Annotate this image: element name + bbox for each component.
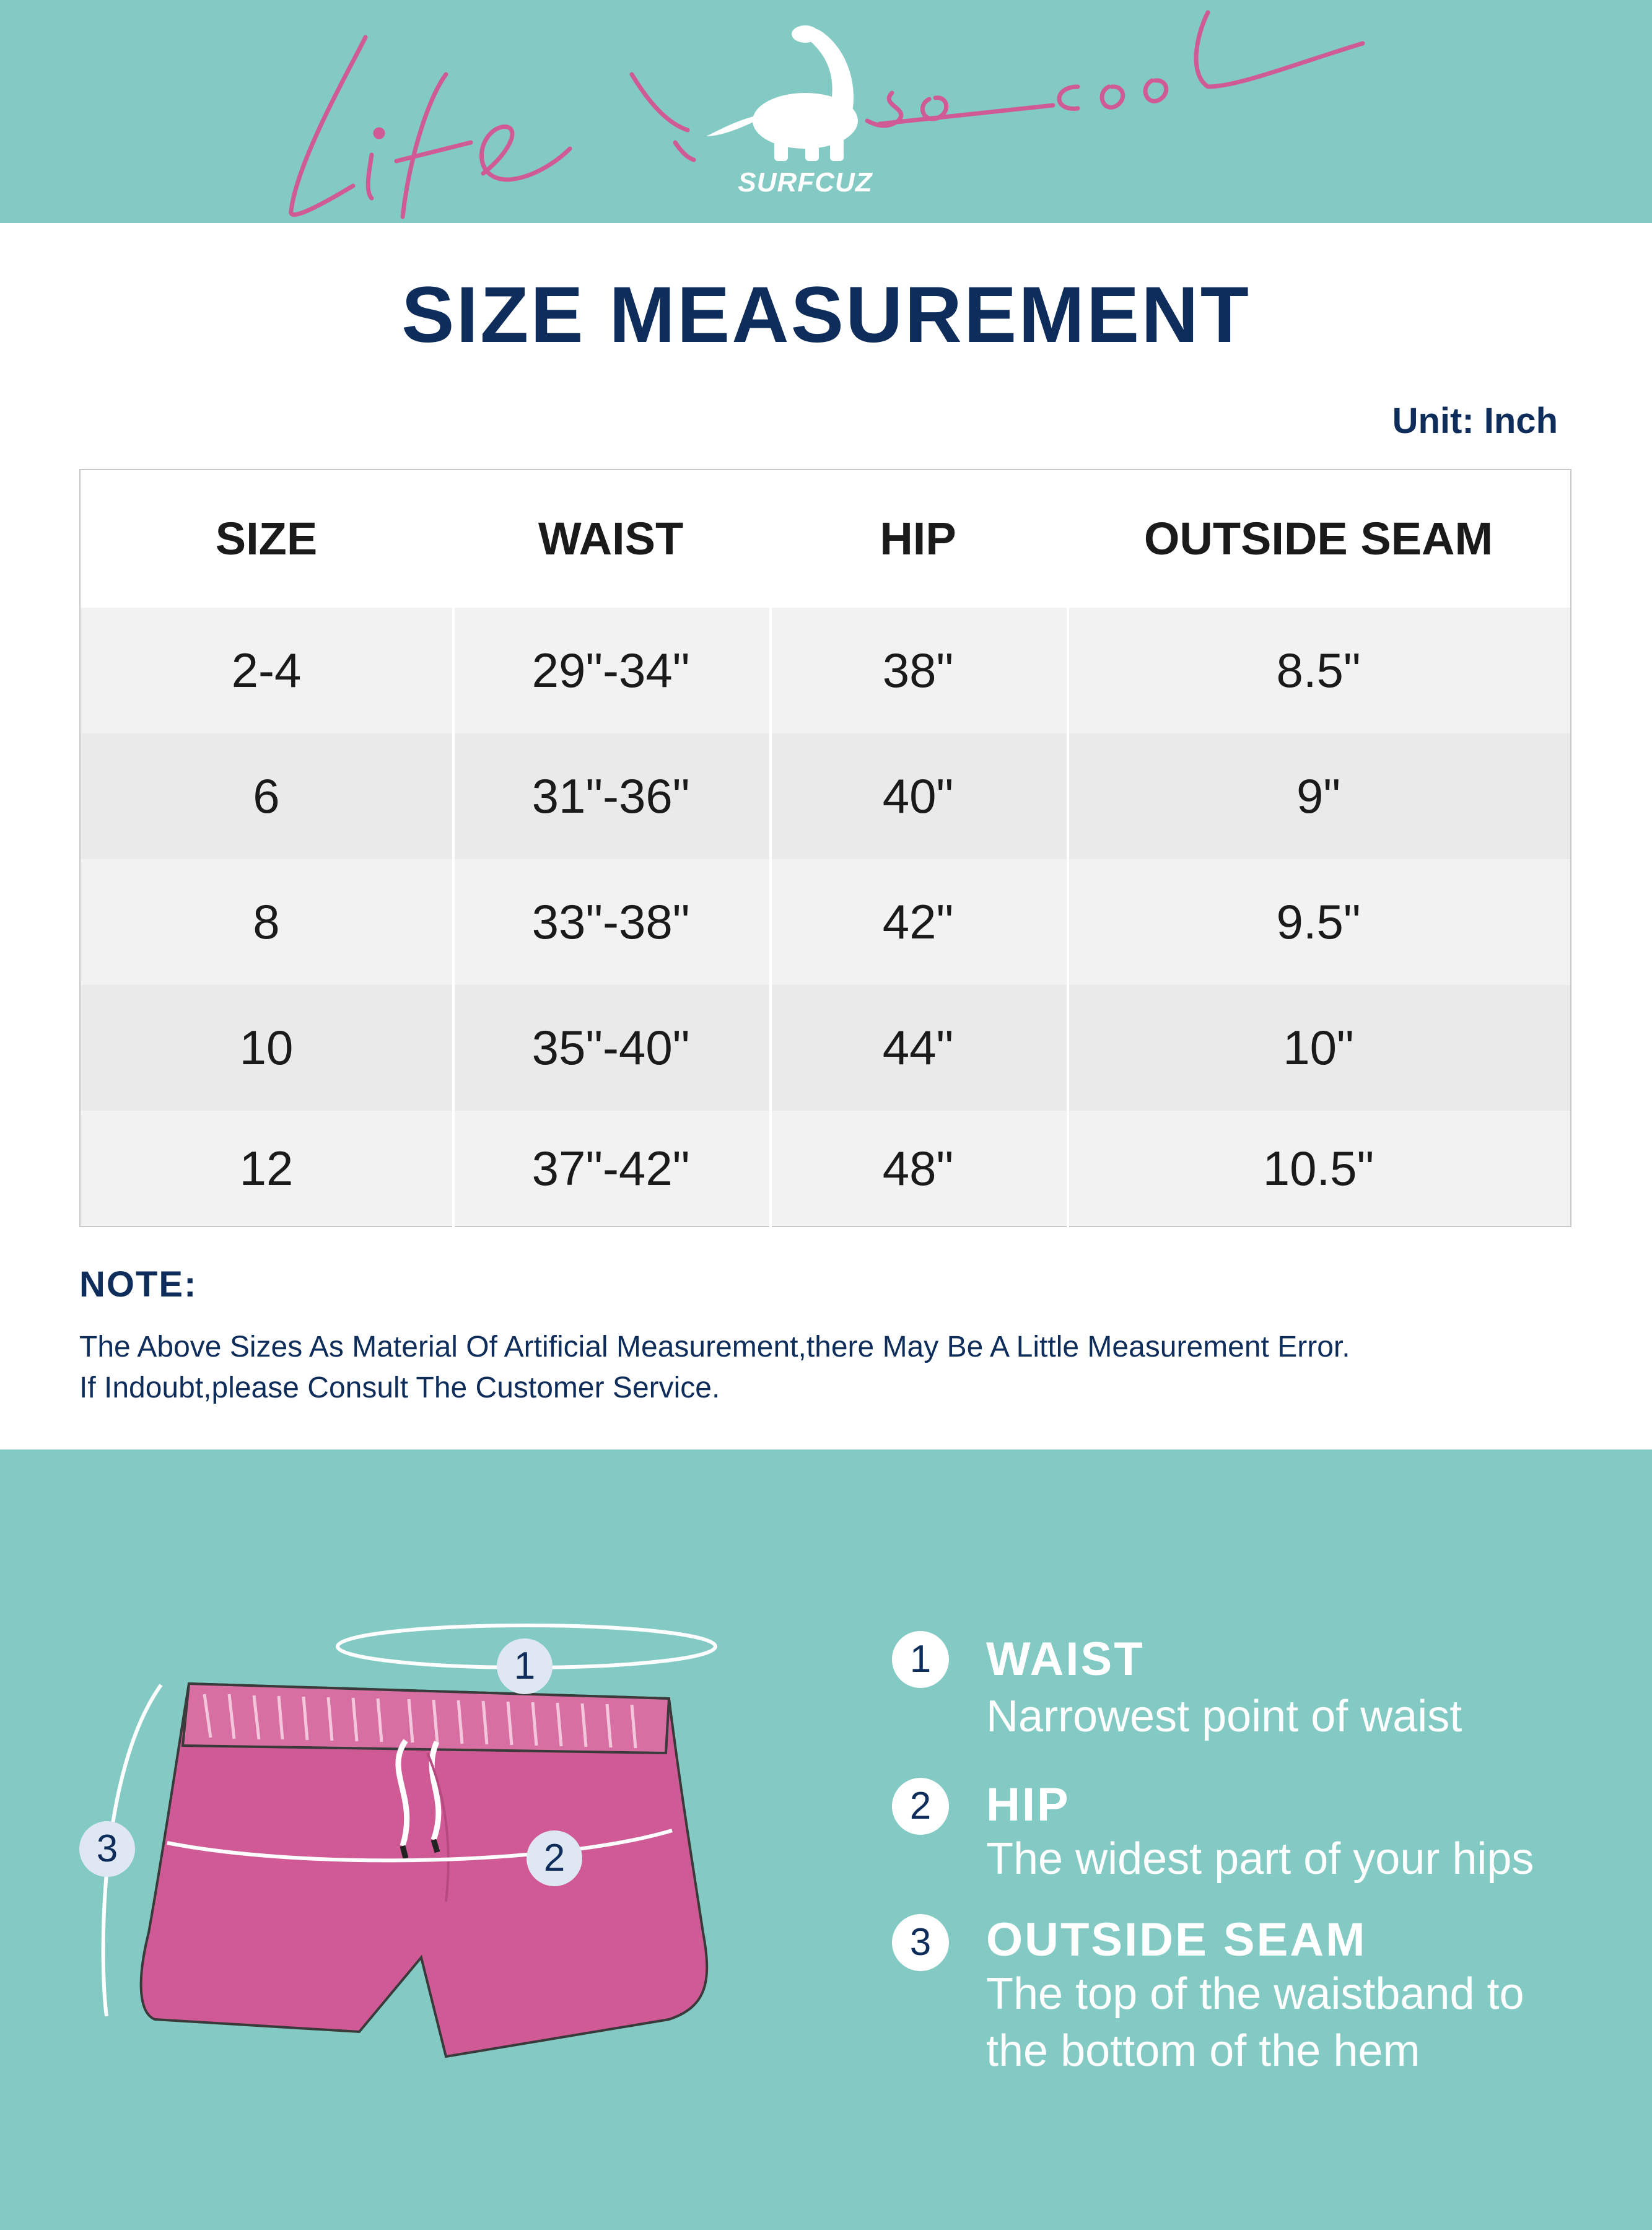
note-title: NOTE: — [79, 1264, 198, 1305]
cell-size: 2-4 — [231, 643, 302, 697]
brand-logo-text: SURFCUZ — [738, 167, 873, 198]
size-table — [79, 469, 1571, 1227]
outside-seam-marker: 3 — [79, 1821, 135, 1877]
cell-hip: 42" — [882, 894, 954, 949]
legend-title-hip: HIP — [986, 1778, 1070, 1831]
legend-title-outside-seam: OUTSIDE SEAM — [986, 1913, 1367, 1966]
table-row — [81, 608, 1570, 733]
header-waist: WAIST — [538, 513, 684, 564]
cell-outside-seam: 9.5" — [1276, 894, 1361, 949]
table-header-row — [81, 470, 1570, 608]
legend-number: 3 — [892, 1914, 949, 1971]
note-line: If Indoubt,please Consult The Customer Service. — [79, 1371, 720, 1404]
cell-waist: 37"-42" — [531, 1141, 690, 1196]
page-title: SIZE MEASUREMENT — [401, 271, 1251, 359]
cell-waist: 33"-38" — [531, 894, 690, 949]
hip-marker: 2 — [527, 1830, 582, 1886]
cell-outside-seam: 10.5" — [1262, 1141, 1374, 1196]
unit-label: Unit: Inch — [1392, 401, 1558, 441]
cell-outside-seam: 10" — [1283, 1020, 1354, 1075]
column-divider — [452, 608, 455, 1227]
legend-number: 1 — [892, 1631, 949, 1688]
shorts-diagram — [62, 1611, 743, 2081]
cell-waist: 35"-40" — [531, 1020, 690, 1075]
table-row — [81, 1111, 1570, 1226]
legend-title-waist: WAIST — [986, 1633, 1145, 1686]
table-row — [81, 733, 1570, 859]
cell-waist: 31"-36" — [531, 769, 690, 823]
header-outside-seam: OUTSIDE SEAM — [1143, 513, 1493, 564]
legend-desc-outside-seam: The top of the waistband to — [986, 1969, 1524, 2019]
table-row — [81, 985, 1570, 1111]
cell-size: 12 — [239, 1141, 294, 1196]
waist-marker: 1 — [497, 1638, 553, 1694]
cell-hip: 48" — [882, 1141, 954, 1196]
cell-hip: 40" — [882, 769, 954, 823]
note-line: The Above Sizes As Material Of Artificial Measurement,there May Be A Little Measurement Error. — [79, 1331, 1350, 1363]
column-divider — [769, 608, 772, 1227]
cell-size: 8 — [253, 894, 280, 949]
header-banner — [0, 0, 1652, 223]
legend-desc-hip: The widest part of your hips — [986, 1834, 1534, 1884]
column-divider — [1067, 608, 1069, 1227]
legend-number: 2 — [892, 1778, 949, 1835]
cell-size: 10 — [239, 1020, 294, 1075]
cell-waist: 29"-34" — [531, 643, 690, 697]
cell-hip: 44" — [882, 1020, 954, 1075]
measurement-legend — [892, 1626, 1648, 2184]
header-hip: HIP — [880, 513, 956, 564]
header-size: SIZE — [215, 513, 318, 564]
cell-size: 6 — [253, 769, 280, 823]
cell-hip: 38" — [882, 643, 954, 697]
shorts-icon — [141, 1684, 707, 2057]
cell-outside-seam: 9" — [1296, 769, 1341, 823]
legend-desc-outside-seam: the bottom of the hem — [986, 2026, 1420, 2076]
legend-desc-waist: Narrowest point of waist — [986, 1692, 1462, 1741]
table-row — [81, 859, 1570, 985]
cell-outside-seam: 8.5" — [1276, 643, 1361, 697]
dinosaur-icon — [706, 25, 858, 161]
